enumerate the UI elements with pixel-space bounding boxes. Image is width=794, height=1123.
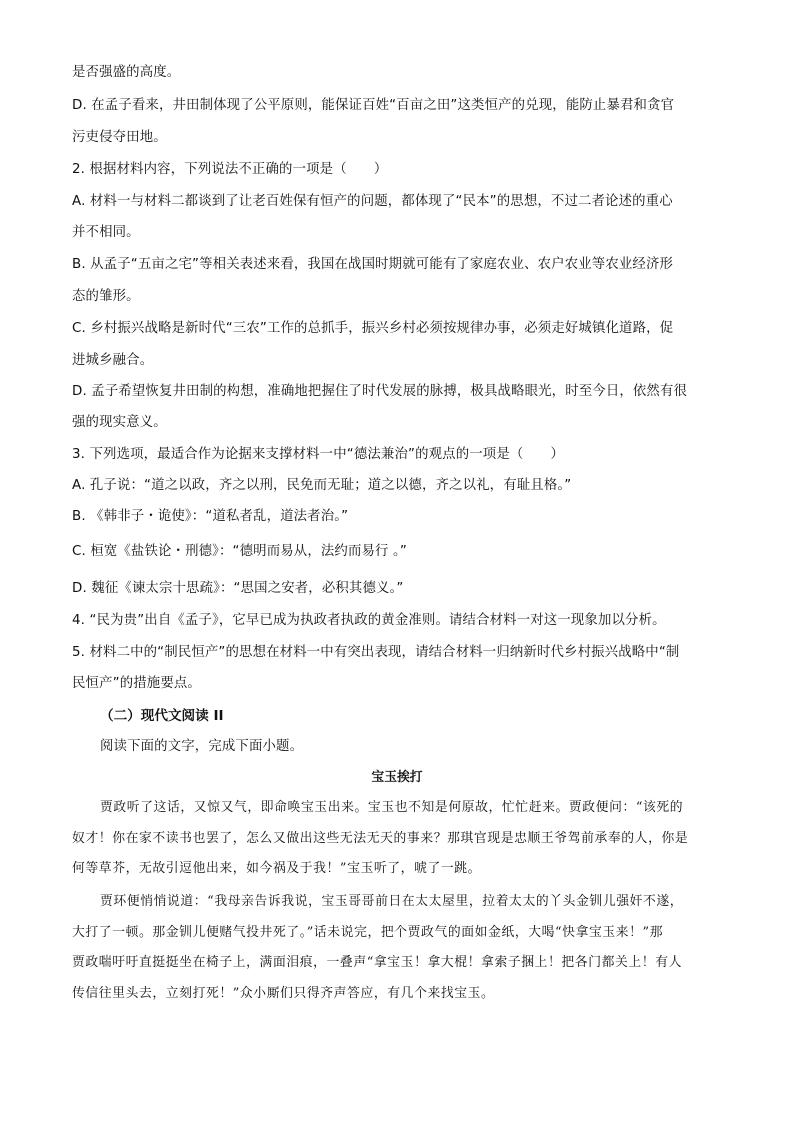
question-4: 4. “民为贵”出自《孟子》，它早已成为执政者执政的黄金准则。请结合材料一对这一现象加以分析。: [72, 613, 666, 628]
question-5: 5. 材料二中的“制民恒产”的思想在材料一中有突出表现，请结合材料一归纳新时代乡村振兴战略中“制: [72, 645, 680, 660]
text-line: D. 在孟子看来，井田制体现了公平原则，能保证百姓“百亩之田”这类恒产的兑现，能防止暴君和贪官: [72, 98, 675, 113]
question-2: 2. 根据材料内容，下列说法不正确的一项是（ ）: [72, 162, 388, 177]
story-line: 贾政听了这话，又惊又气，即命唤宝玉出来。宝玉也不知是何原故，忙忙赶来。贾政便问：“该死的: [100, 800, 684, 815]
reading-instruction: 阅读下面的文字，完成下面小题。: [100, 739, 304, 754]
option-3d: D. 魏征《谏太宗十思疏》：“思国之安者，必积其德义。”: [72, 581, 404, 596]
text-line: 是否强盛的高度。: [72, 65, 181, 80]
story-title: 宝玉挨打: [371, 770, 423, 785]
story-line: 何等草芥，无故引逗他出来，如今祸及于我！”宝玉听了，唬了一跳。: [72, 861, 482, 876]
option-3a: A. 孔子说：“道之以政，齐之以刑，民免而无耻；道之以德，齐之以礼，有耻且格。”: [72, 478, 572, 493]
story-line: 贾政喘吁吁直挺挺坐在椅子上，满面泪痕，一叠声“拿宝玉！拿大棍！拿索子捆上！把各门都关上！有人: [72, 955, 683, 970]
story-line: 传信往里头去，立刻打死！”众小厮们只得齐声答应，有几个来找宝玉。: [72, 986, 495, 1001]
option-3c: C. 桓宽《盐铁论・刑德》：“德明而易从，法约而易行 。”: [72, 544, 407, 559]
text-line: 进城乡融合。: [72, 353, 154, 368]
story-line: 大打了一顿。那金钏儿便赌气投井死了。”话未说完，把个贾政气的面如金纸，大喝“快拿宝玉来！”那: [72, 925, 664, 940]
text-line: 民恒产”的措施要点。: [72, 676, 201, 691]
option-2a: A. 材料一与材料二都谈到了让老百姓保有恒产的问题，都体现了“民本”的思想，不过二者论述的重心: [72, 194, 673, 209]
story-line: 贾环便悄悄说道：“我母亲告诉我说，宝玉哥哥前日在太太屋里，拉着太太的丫头金钏儿强奸不遂，: [100, 894, 684, 909]
text-line: 态的雏形。: [72, 289, 140, 304]
option-2b: B. 从孟子“五亩之宅”等相关表述来看，我国在战国时期就可能有了家庭农业、农户农业等农业经济形: [72, 257, 674, 272]
text-line: 并不相同。: [72, 225, 140, 240]
text-line: 污吏侵夺田地。: [72, 130, 167, 145]
question-3: 3. 下列选项，最适合作为论据来支撑材料一中“德法兼治”的观点的一项是（ ）: [72, 447, 565, 462]
story-line: 奴才！你在家不读书也罢了，怎么又做出这些无法无天的事来？那琪官现是忠顺王爷驾前承奉的人，你是: [72, 831, 689, 846]
option-2c: C. 乡村振兴战略是新时代“三农”工作的总抓手，振兴乡村必须按规律办事，必须走好城镇化道路，促: [72, 321, 674, 336]
text-line: 强的现实意义。: [72, 415, 167, 430]
option-2d: D. 孟子希望恢复井田制的构想，准确地把握住了时代发展的脉搏，极具战略眼光，时至今日，依然有很: [72, 384, 688, 399]
section-heading: （二）现代文阅读 II: [100, 708, 224, 724]
option-3b: B. 《韩非子・诡使》：“道私者乱，道法者治。”: [72, 509, 349, 524]
